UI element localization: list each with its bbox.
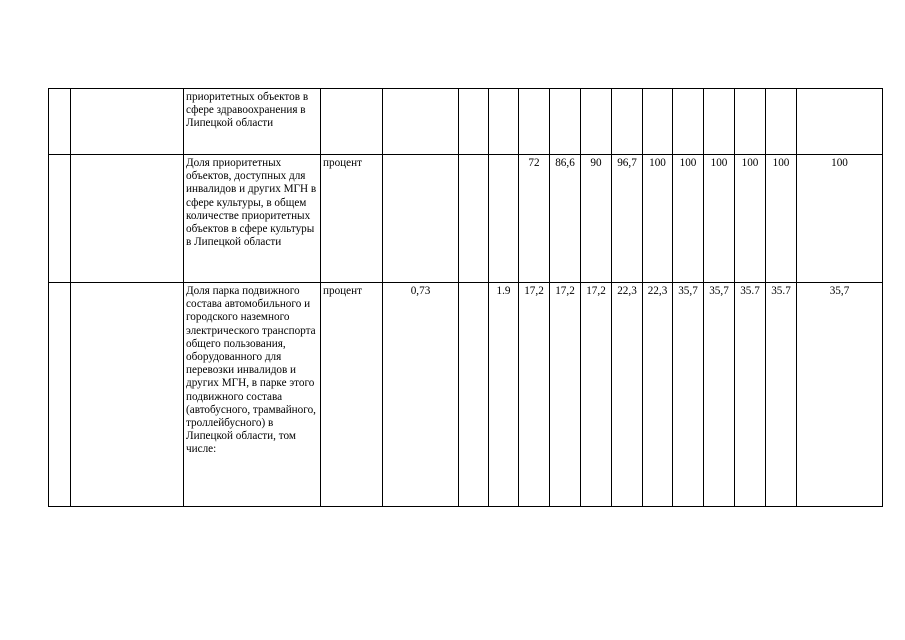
- indicators-table: [48, 88, 883, 507]
- value-cell: [797, 89, 883, 155]
- value-cell: 96,7: [612, 155, 643, 283]
- value-cell: [519, 89, 550, 155]
- value-cell: 0,73: [383, 283, 459, 507]
- value-cell: [459, 283, 489, 507]
- subprogram-cell: [71, 89, 184, 155]
- value-cell: 100: [673, 155, 704, 283]
- value-cell: 17,2: [519, 283, 550, 507]
- value-cell: [643, 89, 673, 155]
- value-cell: 22,3: [612, 283, 643, 507]
- value-cell: 100: [643, 155, 673, 283]
- indicator-name-cell: Доля парка подвижного состава автомобильного и городского наземного электрического транспорта общего пользования, оборудованного для перевозки инвалидов и других МГН, в парке этого подвижного состава (автобусного, трамвайного, троллейбусного) в Липецкой области, том числе:: [184, 283, 321, 507]
- value-cell: 1.9: [489, 283, 519, 507]
- value-cell: 17,2: [550, 283, 581, 507]
- subprogram-cell: [71, 283, 184, 507]
- indicator-name-cell: Доля приоритетных объектов, доступных для инвалидов и других МГН в сфере культуры, в общем количестве приоритетных объектов в сфере культуры в Липецкой области: [184, 155, 321, 283]
- value-cell: 17,2: [581, 283, 612, 507]
- value-cell: 100: [735, 155, 766, 283]
- value-cell: 100: [797, 155, 883, 283]
- value-cell: [383, 155, 459, 283]
- unit-cell: [321, 89, 383, 155]
- table-row: [49, 283, 883, 507]
- value-cell: 90: [581, 155, 612, 283]
- unit-cell: процент: [321, 155, 383, 283]
- table-row: [49, 89, 883, 155]
- value-cell: 35.7: [766, 283, 797, 507]
- table-row: [49, 155, 883, 283]
- value-cell: 35.7: [735, 283, 766, 507]
- value-cell: 35,7: [797, 283, 883, 507]
- value-cell: [612, 89, 643, 155]
- value-cell: 100: [704, 155, 735, 283]
- value-cell: 100: [766, 155, 797, 283]
- value-cell: 35,7: [704, 283, 735, 507]
- value-cell: 86,6: [550, 155, 581, 283]
- value-cell: [459, 155, 489, 283]
- value-cell: [735, 89, 766, 155]
- value-cell: 22,3: [643, 283, 673, 507]
- value-cell: [383, 89, 459, 155]
- value-cell: [704, 89, 735, 155]
- value-cell: 35,7: [673, 283, 704, 507]
- unit-cell: процент: [321, 283, 383, 507]
- value-cell: [550, 89, 581, 155]
- value-cell: [673, 89, 704, 155]
- value-cell: [581, 89, 612, 155]
- indicator-name-cell: приоритетных объектов в сфере здравоохранения в Липецкой области: [184, 89, 321, 155]
- value-cell: [459, 89, 489, 155]
- row-number-cell: [49, 89, 71, 155]
- subprogram-cell: [71, 155, 184, 283]
- value-cell: [489, 155, 519, 283]
- value-cell: 72: [519, 155, 550, 283]
- value-cell: [489, 89, 519, 155]
- value-cell: [766, 89, 797, 155]
- row-number-cell: [49, 283, 71, 507]
- row-number-cell: [49, 155, 71, 283]
